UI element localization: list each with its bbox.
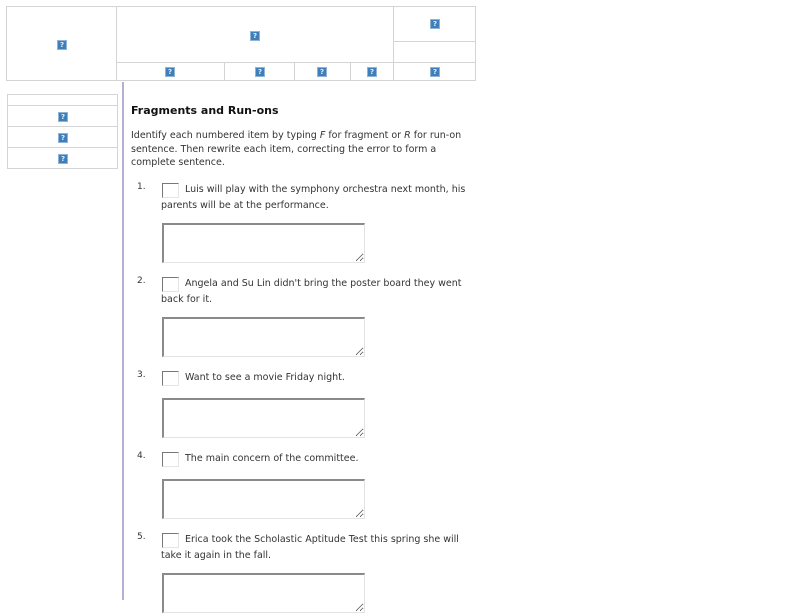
broken-image-icon[interactable]: ? — [57, 40, 67, 50]
instructions-text: for run-on sentence. Then rewrite each item, correcting the error to form a complete sentence. — [131, 130, 462, 168]
sidebar-item-2[interactable] — [7, 126, 118, 148]
question-text: Erica took the Scholastic Aptitude Test this spring she will take it again in the fall. — [161, 534, 459, 561]
broken-image-icon[interactable]: ? — [58, 154, 68, 164]
instructions-text: Identify each numbered item by typing — [131, 130, 320, 141]
rewrite-textarea[interactable] — [162, 398, 365, 438]
question-number: 2. — [137, 276, 146, 286]
broken-image-icon[interactable]: ? — [58, 112, 68, 122]
broken-image-icon[interactable]: ? — [255, 67, 265, 77]
broken-image-icon[interactable]: ? — [430, 67, 440, 77]
question-text: Luis will play with the symphony orchestra next month, his parents will be at the performance. — [161, 184, 466, 211]
broken-image-icon[interactable]: ? — [165, 67, 175, 77]
question-number: 1. — [137, 182, 146, 192]
rewrite-textarea[interactable] — [162, 223, 365, 263]
instructions — [131, 129, 471, 170]
header-nav-cell-1[interactable] — [116, 62, 225, 81]
question-text: Want to see a movie Friday night. — [185, 372, 345, 383]
rewrite-textarea[interactable] — [162, 317, 365, 357]
broken-image-icon[interactable]: ? — [58, 133, 68, 143]
content-divider — [122, 82, 124, 600]
header-nav-cell-2[interactable] — [224, 62, 295, 81]
broken-image-icon[interactable]: ? — [317, 67, 327, 77]
sidebar-item-1[interactable] — [7, 105, 118, 127]
sidebar-item-3[interactable] — [7, 147, 118, 169]
question-number: 3. — [137, 370, 146, 380]
header-top-right-cell — [393, 6, 476, 42]
rewrite-textarea[interactable] — [162, 479, 365, 519]
header-nav-cell-4[interactable] — [350, 62, 394, 81]
page-title: Fragments and Run-ons — [131, 104, 279, 117]
header-nav-cell-5[interactable] — [393, 62, 476, 81]
broken-image-icon[interactable]: ? — [250, 31, 260, 41]
question-text: The main concern of the committee. — [185, 453, 359, 464]
question-number: 4. — [137, 451, 146, 461]
instructions-text: for fragment or — [325, 130, 405, 141]
broken-image-icon[interactable]: ? — [367, 67, 377, 77]
question-text: Angela and Su Lin didn't bring the poster board they went back for it. — [161, 278, 462, 305]
header-right-spacer-cell — [393, 41, 476, 63]
header-nav-cell-3[interactable] — [294, 62, 351, 81]
fragment-letter: F — [319, 130, 326, 141]
rewrite-textarea[interactable] — [162, 573, 365, 613]
question-number: 5. — [137, 532, 146, 542]
broken-image-icon[interactable]: ? — [430, 19, 440, 29]
header-banner-cell — [116, 6, 394, 63]
run-on-letter: R — [404, 130, 411, 141]
header-logo-cell — [6, 6, 117, 81]
